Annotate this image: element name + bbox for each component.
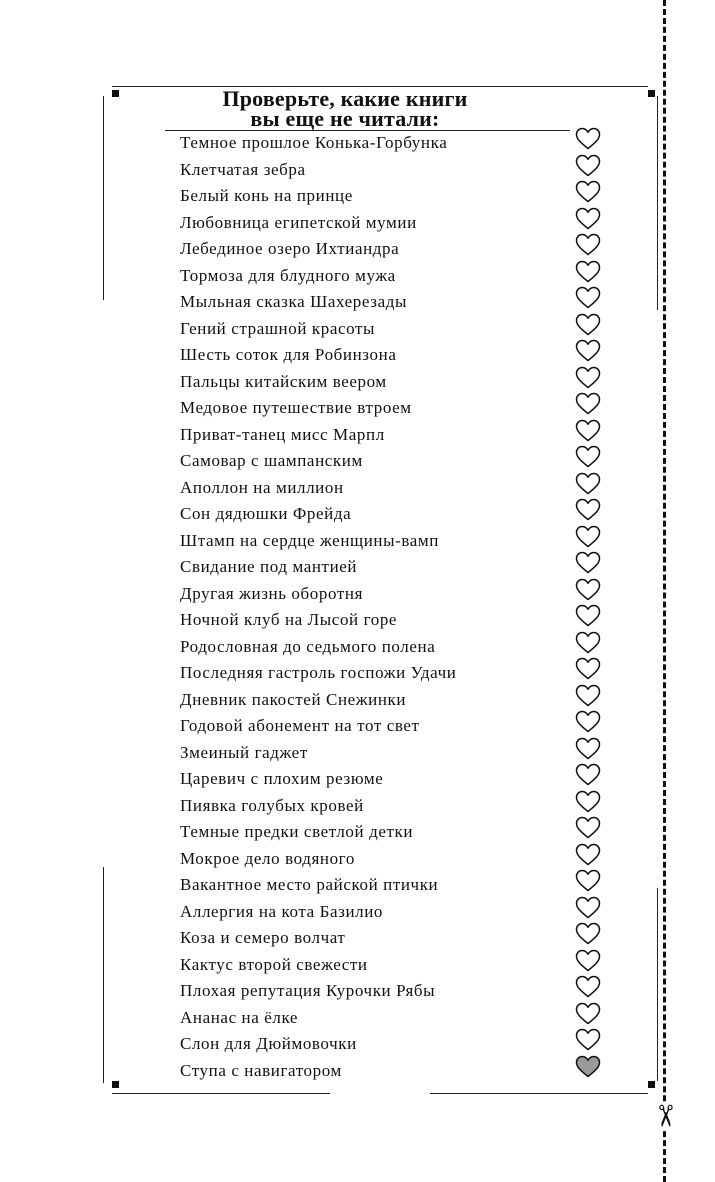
heart-icon[interactable] [575,737,601,764]
book-title-item: Мыльная сказка Шахерезады [180,292,407,311]
heart-icon[interactable] [575,816,601,843]
book-title-item: Кактус второй свежести [180,954,368,974]
heart-icon[interactable] [575,657,601,684]
book-title-item: Самовар с шампанским [180,451,363,470]
heart-icon[interactable] [575,949,601,976]
book-title-item: Тормоза для блудного мужа [180,265,396,285]
book-title-item: Родословная до седьмого полена [180,636,436,656]
book-title-item: Ананас на ёлке [180,1007,299,1027]
book-title-item: Сон дядюшки Фрейда [180,504,352,523]
book-title-item: Аполлон на миллион [180,477,344,497]
title-line-1: Проверьте, какие книги [222,86,468,111]
heart-icon[interactable] [575,472,601,499]
scissors-icon: ✂ [643,1102,687,1130]
book-title-item: Лебединое озеро Ихтиандра [180,239,400,258]
book-title-item: Гений страшной красоты [180,318,376,338]
title-line-2: вы еще не читали: [250,106,440,131]
heart-icon[interactable] [575,922,601,949]
book-title-item: Штамп на сердце женщины-вамп [180,530,439,550]
heart-icon[interactable] [575,339,601,366]
heart-icon[interactable] [575,710,601,737]
heart-icon[interactable] [575,869,601,896]
book-title-item: Змеиный гаджет [180,742,308,762]
book-title-item: Ступа с навигатором [180,1060,342,1080]
book-title-item: Плохая репутация Курочки Рябы [180,981,436,1000]
heart-icon[interactable] [575,843,601,870]
book-title-item: Последняя гастроль госпожи Удачи [180,663,457,682]
heart-checkbox-column [575,127,601,1081]
book-title-item: Вакантное место райской птички [180,875,439,894]
frame-right-upper-line [657,96,658,310]
cut-line [663,0,666,1182]
book-title-item: Белый конь на принце [180,186,353,205]
book-title-item: Темные предки светлой детки [180,822,414,841]
heart-icon[interactable] [575,154,601,181]
frame-corner-top-right [648,90,655,97]
heart-icon[interactable] [575,498,601,525]
heart-icon[interactable] [575,551,601,578]
heart-icon[interactable] [575,366,601,393]
frame-left-upper-line [103,96,104,300]
heart-icon[interactable] [575,207,601,234]
book-title-item: Приват-танец мисс Марпл [180,424,385,444]
heart-icon[interactable] [575,419,601,446]
book-title-item: Аллергия на кота Базилио [180,901,384,921]
book-title-item: Любовница египетской мумии [180,212,417,232]
book-title-item: Слон для Дюймовочки [180,1034,357,1053]
heart-icon[interactable] [575,684,601,711]
frame-bottom-line-left [112,1093,330,1094]
book-title-item: Шесть соток для Робинзона [180,345,397,364]
book-title-item: Годовой абонемент на тот свет [180,716,420,735]
heart-icon[interactable] [575,313,601,340]
frame-corner-top-left [112,90,119,97]
heart-icon[interactable] [575,180,601,207]
heart-icon[interactable] [575,127,601,154]
book-list [180,130,456,1084]
heart-icon[interactable] [575,631,601,658]
book-title-item: Другая жизнь оборотня [180,583,363,603]
book-title-item: Пальцы китайским веером [180,371,387,391]
book-title-item: Свидание под мантией [180,557,358,576]
book-title-item: Коза и семеро волчат [180,928,346,947]
heart-icon[interactable] [575,392,601,419]
book-title-item: Пиявка голубых кровей [180,795,364,815]
book-title-item: Темное прошлое Конька-Горбунка [180,133,448,152]
book-title-item: Ночной клуб на Лысой горе [180,610,398,629]
book-title-item: Царевич с плохим резюме [180,769,384,788]
heart-icon[interactable] [575,763,601,790]
heart-icon[interactable] [575,1055,601,1082]
book-title-item: Медовое путешествие втроем [180,398,412,417]
heart-icon[interactable] [575,896,601,923]
heart-icon[interactable] [575,1002,601,1029]
frame-corner-bottom-left [112,1081,119,1088]
frame-corner-bottom-right [648,1081,655,1088]
frame-left-lower-line [103,867,104,1083]
book-title-item: Дневник пакостей Снежинки [180,689,407,709]
heart-icon[interactable] [575,790,601,817]
heart-icon[interactable] [575,260,601,287]
heart-icon[interactable] [575,445,601,472]
heart-icon[interactable] [575,286,601,313]
heart-icon[interactable] [575,975,601,1002]
frame-right-lower-line [657,888,658,1081]
heart-icon[interactable] [575,604,601,631]
heart-icon[interactable] [575,525,601,552]
book-title-item: Клетчатая зебра [180,159,306,179]
page-title [180,86,510,131]
heart-icon[interactable] [575,1028,601,1055]
book-title-item: Мокрое дело водяного [180,848,355,868]
frame-bottom-line-right [430,1093,648,1094]
heart-icon[interactable] [575,578,601,605]
heart-icon[interactable] [575,233,601,260]
